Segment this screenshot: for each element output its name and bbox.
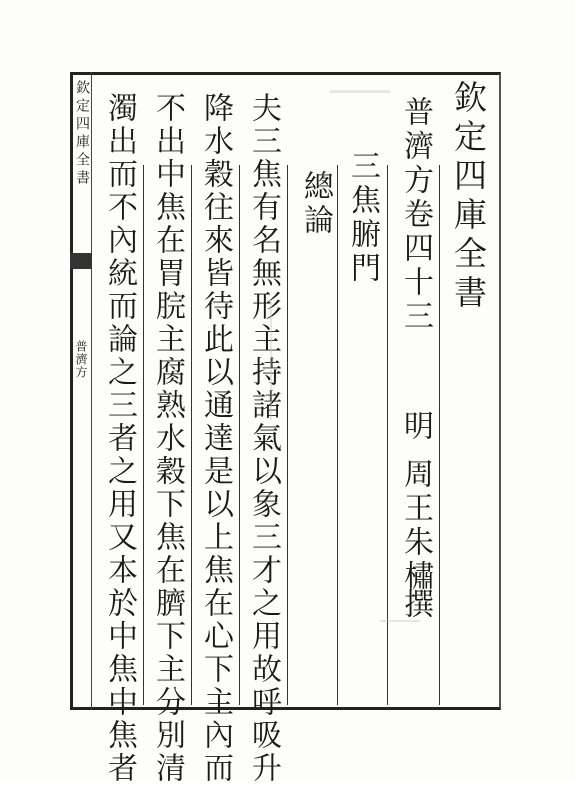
column-rule xyxy=(387,165,388,705)
section-heading: 三焦腑門 xyxy=(345,150,380,286)
body-line: 夫三焦有名無形主持諸氣以象三才之用故呼吸升 xyxy=(246,92,281,785)
spine-title: 欽定四庫全書 xyxy=(74,80,90,188)
body-line: 降水穀往來皆待此以通達是以上焦在心下主內而 xyxy=(198,92,233,785)
author-name: 周王朱橚 xyxy=(398,458,433,594)
body-line: 濁出而不內統而論之三者之用又本於中焦中焦者 xyxy=(102,92,137,785)
author-role: 撰 xyxy=(398,588,433,621)
spine-book-name: 普濟方 xyxy=(74,340,88,379)
column-rule xyxy=(143,165,144,705)
volume-title: 普濟方卷四十三 xyxy=(398,96,433,334)
spine-fish-tail xyxy=(70,253,92,269)
column-rule xyxy=(191,165,192,705)
column-rule xyxy=(239,165,240,705)
scan-speckle xyxy=(380,620,420,622)
column-rule xyxy=(439,165,440,705)
section-subheading: 總論 xyxy=(298,170,333,238)
scan-speckle xyxy=(270,300,272,420)
column-rule xyxy=(287,165,288,705)
column-rule xyxy=(337,165,338,705)
collection-title: 欽定四庫全書 xyxy=(449,80,488,314)
dynasty-label: 明 xyxy=(398,410,433,443)
scan-speckle xyxy=(330,90,390,93)
body-line: 不出中焦在胃脘主腐熟水穀下焦在臍下主分別清 xyxy=(150,92,185,785)
